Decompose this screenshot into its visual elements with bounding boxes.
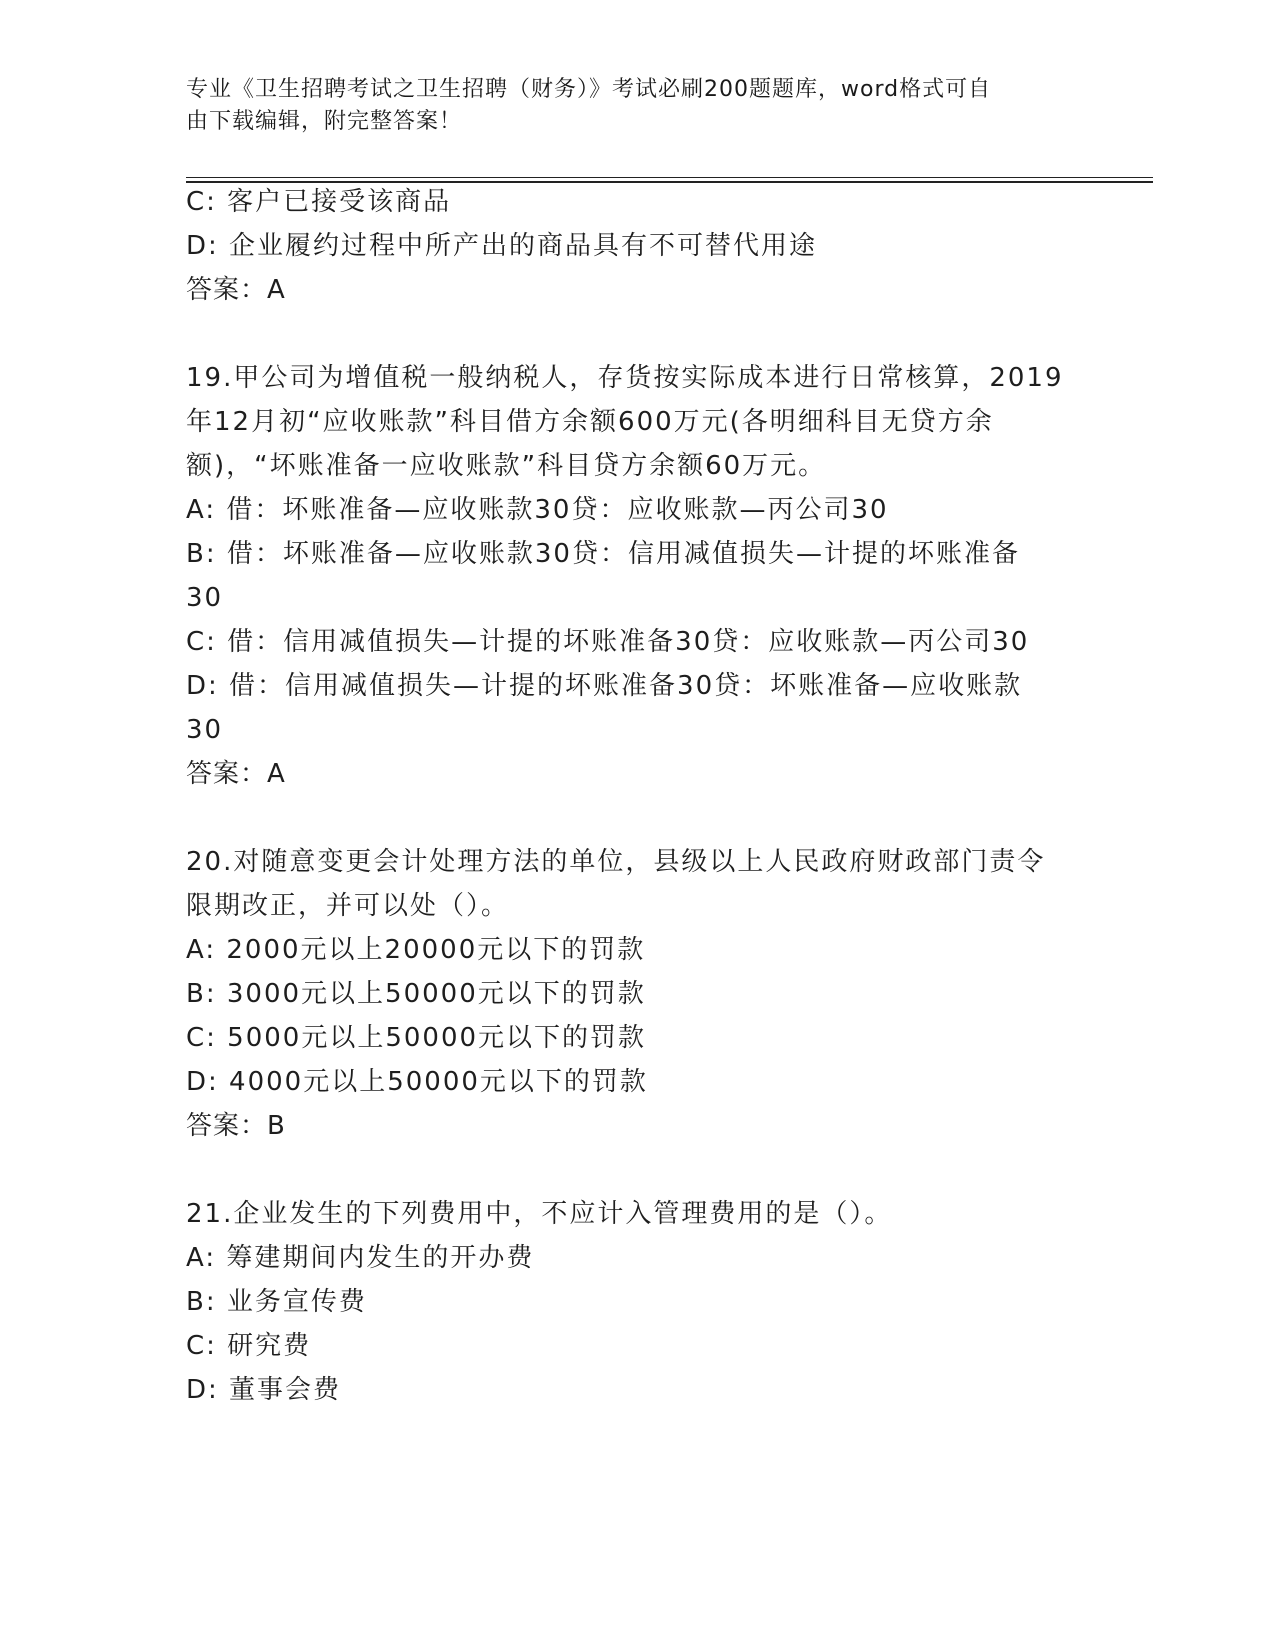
- q19-stem-line-2: 年12月初“应收账款”科目借方余额600万元(各明细科目无贷方余: [186, 407, 994, 437]
- header-rule-thin: [186, 177, 1153, 178]
- prev-option-c: C: 客户已接受该商品: [186, 187, 452, 217]
- q20-option-a: A: 2000元以上20000元以下的罚款: [186, 935, 646, 965]
- q19-stem-line-3: 额)，“坏账准备一应收账款”科目贷方余额60万元。: [186, 451, 827, 481]
- q19-answer: 答案：A: [186, 759, 286, 789]
- q21-option-d: D: 董事会费: [186, 1375, 342, 1405]
- q19-stem-line-1: 19.甲公司为增值税一般纳税人，存货按实际成本进行日常核算，2019: [186, 363, 1064, 393]
- q20-stem-line-2: 限期改正，并可以处（）。: [186, 891, 510, 921]
- q20-answer: 答案：B: [186, 1111, 286, 1141]
- q19-option-b-line-1: B: 借：坏账准备—应收账款30贷：信用减值损失—计提的坏账准备: [186, 539, 1020, 569]
- q21-stem-line-1: 21.企业发生的下列费用中，不应计入管理费用的是（）。: [186, 1199, 893, 1229]
- q21-option-a: A: 筹建期间内发生的开办费: [186, 1243, 535, 1273]
- q19-option-c: C: 借：信用减值损失—计提的坏账准备30贷：应收账款—丙公司30: [186, 627, 1030, 657]
- q21-option-c: C: 研究费: [186, 1331, 312, 1361]
- page-header: [186, 74, 1066, 138]
- q19-option-b-line-2: 30: [186, 583, 224, 613]
- header-line-2: 由下载编辑，附完整答案！: [186, 109, 463, 134]
- q20-option-b: B: 3000元以上50000元以下的罚款: [186, 979, 646, 1009]
- header-rule-thick: [186, 181, 1153, 183]
- header-line-1: 专业《卫生招聘考试之卫生招聘（财务）》考试必刷200题题库，word格式可自: [186, 77, 992, 102]
- q19-option-d-line-1: D: 借：信用减值损失—计提的坏账准备30贷：坏账准备—应收账款: [186, 671, 1023, 701]
- q20-option-d: D: 4000元以上50000元以下的罚款: [186, 1067, 648, 1097]
- q20-option-c: C: 5000元以上50000元以下的罚款: [186, 1023, 647, 1053]
- q20-stem-line-1: 20.对随意变更会计处理方法的单位，县级以上人民政府财政部门责令: [186, 847, 1046, 877]
- prev-answer: 答案：A: [186, 275, 286, 305]
- q19-option-d-line-2: 30: [186, 715, 224, 745]
- q19-option-a: A: 借：坏账准备—应收账款30贷：应收账款—丙公司30: [186, 495, 889, 525]
- prev-option-d: D: 企业履约过程中所产出的商品具有不可替代用途: [186, 231, 818, 261]
- q21-option-b: B: 业务宣传费: [186, 1287, 367, 1317]
